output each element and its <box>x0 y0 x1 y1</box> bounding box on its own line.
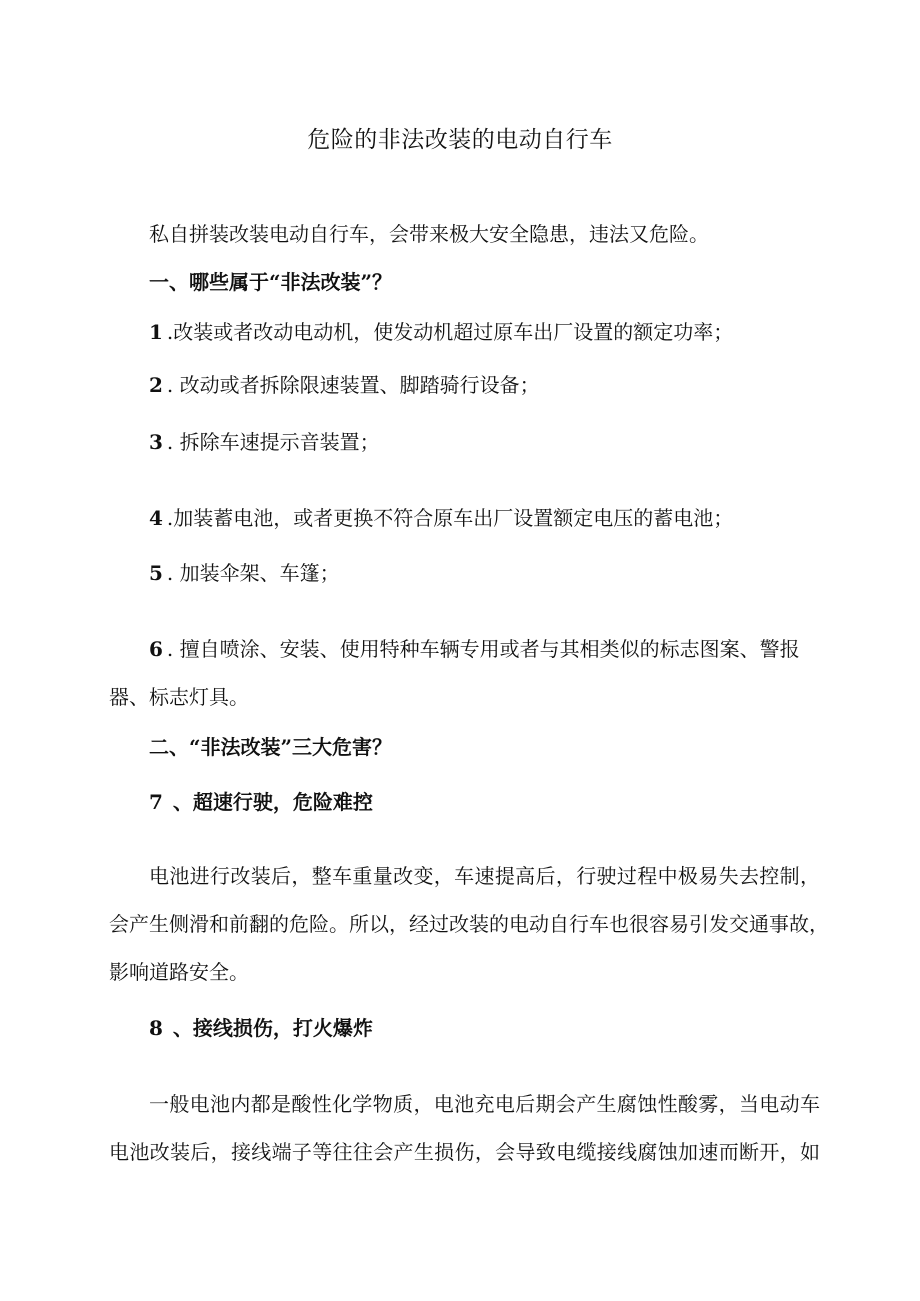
paragraph-line: 电池进行改装后，整车重量改变，车速提高后，行驶过程中极易失去控制， <box>149 864 820 888</box>
item-text: .改装或者改动电动机，使发动机超过原车出厂设置的额定功率； <box>166 320 734 344</box>
item-number: 3 <box>149 430 163 454</box>
list-item <box>149 373 540 397</box>
item-text: . 擅自喷涂、安装、使用特种车辆专用或者与其相类似的标志图案、警报 <box>166 637 800 661</box>
paragraph-line: 影响道路安全。 <box>109 960 249 984</box>
list-item <box>149 430 380 454</box>
harm-title: 、超速行驶，危险难控 <box>172 790 373 814</box>
item-number: 5 <box>149 561 163 585</box>
page-title: 危险的非法改装的电动自行车 <box>307 127 613 153</box>
harm-number: 8 <box>149 1016 163 1040</box>
item-text: .加装蓄电池，或者更换不符合原车出厂设置额定电压的蓄电池； <box>166 506 734 530</box>
harm-title: 、接线损伤，打火爆炸 <box>172 1016 373 1040</box>
section2-heading: 二、“非法改装”三大危害？ <box>149 735 393 759</box>
item-text: . 加装伞架、车篷； <box>166 561 340 585</box>
paragraph-line: 会产生侧滑和前翻的危险。所以，经过改装的电动自行车也很容易引发交通事故， <box>109 912 829 936</box>
item-text: . 拆除车速提示音装置； <box>166 430 380 454</box>
item-number: 4 <box>149 506 163 530</box>
list-item <box>149 320 733 344</box>
list-item <box>149 506 733 530</box>
section1-heading: 一、哪些属于“非法改装”？ <box>149 270 393 294</box>
item-text-continuation: 器、标志灯具。 <box>109 685 249 709</box>
list-item <box>149 637 800 661</box>
item-number: 1 <box>149 320 163 344</box>
paragraph-line: 一般电池内都是酸性化学物质，电池充电后期会产生腐蚀性酸雾，当电动车 <box>149 1092 820 1116</box>
item-number: 2 <box>149 373 163 397</box>
item-number: 6 <box>149 637 163 661</box>
paragraph-line: 电池改装后，接线端子等往往会产生损伤，会导致电缆接线腐蚀加速而断开，如 <box>109 1140 820 1164</box>
list-item <box>149 561 340 585</box>
intro-paragraph: 私自拼装改装电动自行车，会带来极大安全隐患，违法又危险。 <box>149 222 709 246</box>
item-text: . 改动或者拆除限速装置、脚踏骑行设备； <box>166 373 540 397</box>
harm-heading <box>149 1016 373 1040</box>
harm-heading <box>149 790 373 814</box>
harm-number: 7 <box>149 790 163 814</box>
